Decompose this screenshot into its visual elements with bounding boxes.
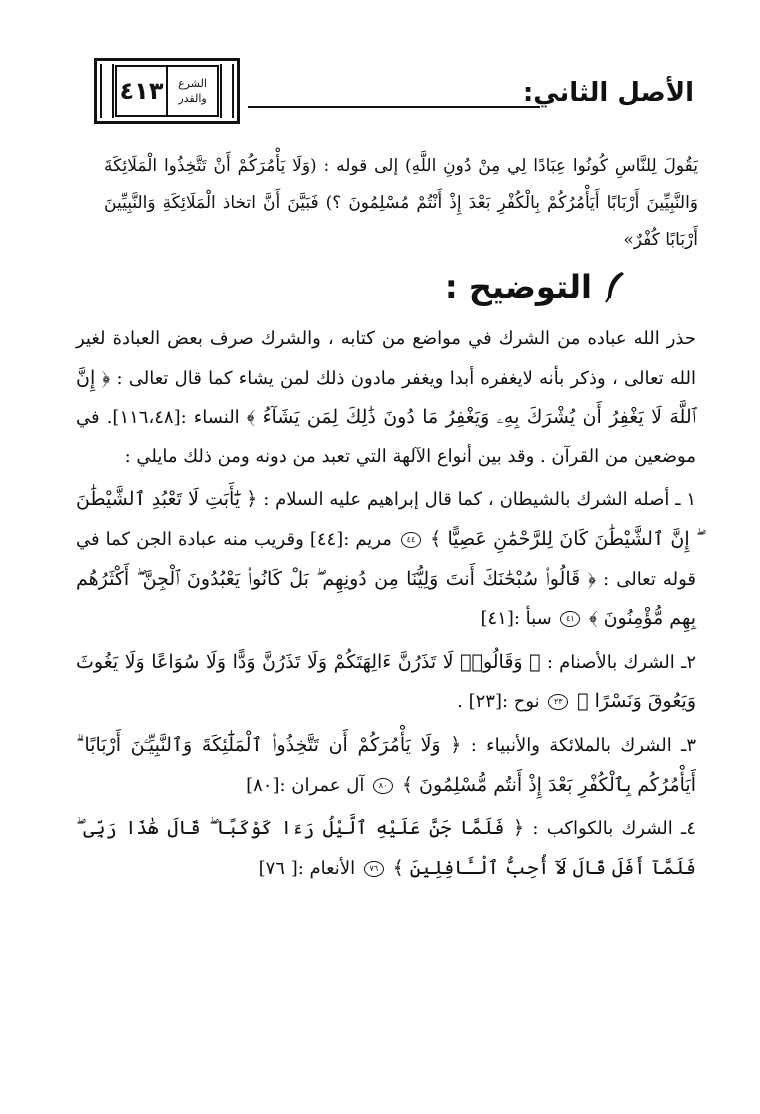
intro-text: حذر الله عباده من الشرك في مواضع من كتابه ، والشرك صرف بعض العبادة لغير الله تعالى ، وذكر بأنه لايغفره أبدا ويغفر مادون ذلك لمن يشاء كما قال تعالى : bbox=[76, 328, 696, 389]
ayah-number-marker: ٤١ bbox=[560, 611, 580, 627]
item-ref: نوح :[٢٣] . bbox=[457, 691, 540, 713]
item-ayah: ﴿ وَقَالُوا۟ لَا تَذَرُنَّ ءَالِهَتَكُمْ وَلَا تَذَرُنَّ وَدًّا وَلَا سُوَاعًا وَلَا يَغُوثَ وَيَعُوقَ وَنَسْرًا ﴾ bbox=[76, 650, 696, 713]
ayah-number-marker: ٤٤ bbox=[401, 532, 421, 548]
section-heading-text: التوضيح : bbox=[444, 268, 592, 306]
list-item bbox=[76, 809, 696, 888]
intro-ayah: ﴿ إِنَّ ٱللَّهَ لَا يَغْفِرُ أَن يُشْرَكَ بِهِۦ وَيَغْفِرُ مَا دُونَ ذَٰلِكَ لِمَن يَشَآءُ ﴾ bbox=[76, 366, 696, 429]
item-ayah-second: ﴿ قَالُوا۟ سُبْحَٰنَكَ أَنتَ وَلِيُّنَا مِن دُونِهِم ۖ بَلْ كَانُوا۟ يَعْبُدُونَ ٱلْجِنَّ ۖ أَكْثَرُهُم بِهِم مُّؤْمِنُونَ ﴾ bbox=[76, 567, 696, 630]
body-text bbox=[76, 320, 696, 888]
item-lead: ١ ـ أصله الشرك بالشيطان ، كما قال إبراهيم عليه السلام : bbox=[263, 489, 696, 511]
ayah-number-marker: ٧٦ bbox=[364, 861, 384, 877]
item-ref: مريم :[٤٤] وقريب منه عبادة الجن كما في قوله تعالى : bbox=[76, 528, 696, 590]
intro-paragraph bbox=[76, 320, 696, 476]
book-frame-icon bbox=[94, 58, 240, 124]
page-number: ٤١٣ bbox=[117, 67, 168, 115]
section-heading bbox=[445, 268, 628, 306]
page-header bbox=[94, 58, 694, 124]
intro-ref: النساء :[١١٦،٤٨]. في موضعين من القرآن . وقد بين أنواع الآلهة التي تعبد من دونه ومن ذلك مايلي : bbox=[76, 407, 696, 467]
item-ref-second: سبأ :[٤١] bbox=[480, 608, 552, 630]
quoted-passage: يَقُولَ لِلنَّاسِ كُونُوا عِبَادًا لِي مِنْ دُونِ اللَّهِ) إلى قوله : (وَلَا يَأْمُرَكُمْ أَنْ تَتَّخِذُوا الْمَلَائِكَةَ وَالنَّبِيِّينَ أَرْبَابًا أَيَأْمُرُكُمْ بِالْكُفْرِ بَعْدَ إِذْ أَنْتُمْ مُسْلِمُونَ ؟) فَبَيَّنَ أَنَّ اتخاذ الْمَلَائِكَةِ وَالنَّبِيِّينَ أَرْبَابًا كُفْرٌ» bbox=[104, 156, 698, 250]
ayah-number-marker: ٨٠ bbox=[373, 778, 393, 794]
book-title bbox=[168, 67, 217, 115]
ayah-number-marker: ٢٣ bbox=[548, 694, 568, 710]
book-title-line1: الشرع bbox=[178, 77, 207, 90]
item-lead: ٣ـ الشرك بالملائكة والأنبياء : bbox=[470, 734, 696, 756]
item-ref: الأنعام :[ ٧٦] bbox=[258, 857, 356, 879]
item-ayah: ﴿ يَٰٓأَبَتِ لَا تَعْبُدِ ٱلشَّيْطَٰنَ ۖ إِنَّ ٱلشَّيْطَٰنَ كَانَ لِلرَّحْمَٰنِ عَصِيًّا ﴾ bbox=[76, 488, 697, 550]
list-item bbox=[76, 726, 696, 805]
item-lead: ٤ـ الشرك بالكواكب : bbox=[532, 818, 696, 840]
item-ref: آل عمران :[٨٠] bbox=[246, 774, 365, 796]
item-ayah: ﴿ وَلَا يَأْمُرَكُمْ أَن تَتَّخِذُوا۟ ٱلْمَلَٰٓئِكَةَ وَٱلنَّبِيِّـۧنَ أَرْبَابًا ۗ أَيَأْمُرُكُم بِٱلْكُفْرِ بَعْدَ إِذْ أَنتُم مُّسْلِمُونَ ﴾ bbox=[76, 733, 696, 796]
chapter-title: الأصل الثاني: bbox=[522, 78, 694, 108]
item-lead: ٢ـ الشرك بالأصنام : bbox=[546, 651, 696, 673]
book-title-line2: والقدر bbox=[178, 92, 207, 105]
item-ayah: ﴿ فَلَمَّا جَنَّ عَلَيْهِ ٱلَّيْلُ رَءَا كَوْكَبًا ۖ قَالَ هَٰذَا رَبِّى ۖ فَلَمَّآ أَفَلَ قَالَ لَآ أُحِبُّ ٱلْـَٔافِلِينَ ﴾ bbox=[76, 817, 696, 879]
header-rule bbox=[248, 106, 540, 108]
list-item bbox=[76, 643, 696, 722]
quill-icon bbox=[602, 270, 628, 304]
list-item bbox=[76, 480, 696, 638]
